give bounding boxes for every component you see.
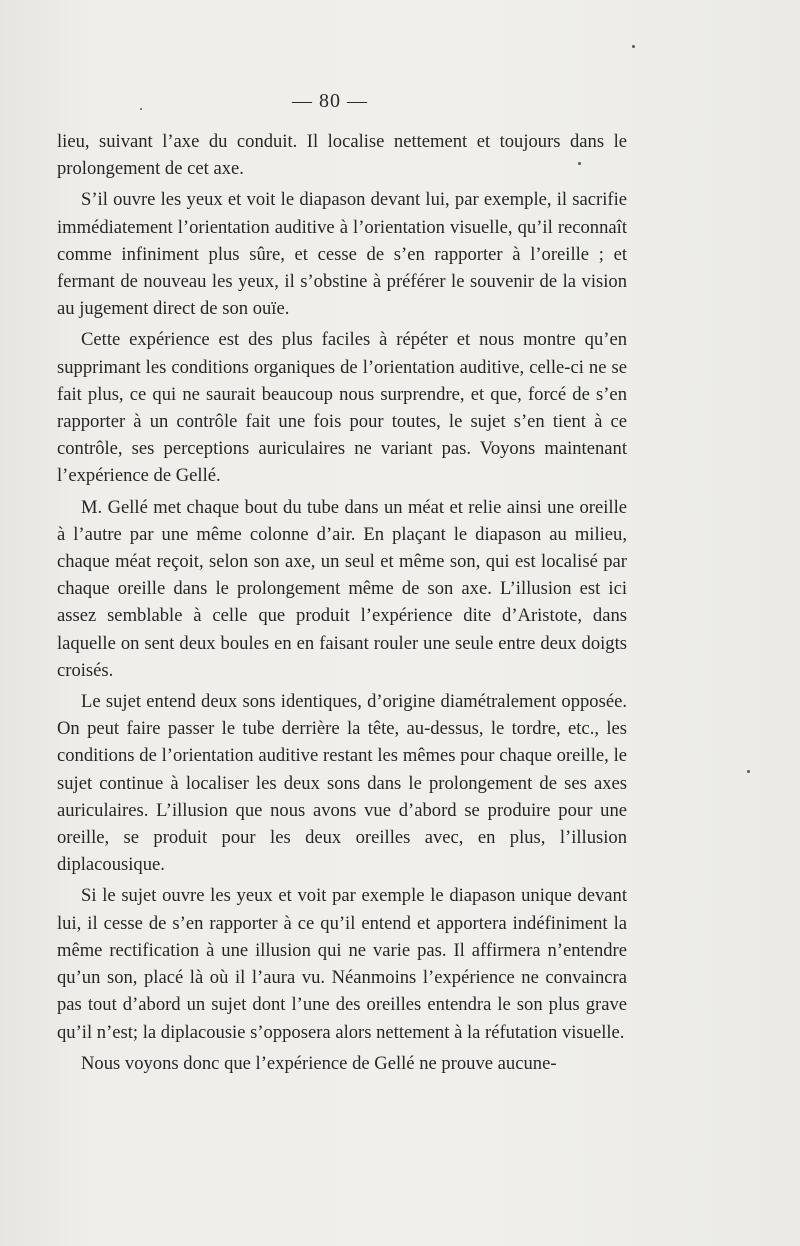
paragraph: Cette expérience est des plus faciles à répéter et nous montre qu’en supprimant les conditions organiques de l’orientation auditive, celle-ci ne se fait plus, ce qui ne saurait beaucoup nous surprendre, et que, forcé de s’en rapporter à un contrôle fait une fois pour toutes, le sujet s’en tient à ce contrôle, ses perceptions auriculaires ne variant pas. Voyons maintenant l’expérience de Gellé. <box>57 329 627 487</box>
paper-speck <box>140 108 142 110</box>
paragraph: S’il ouvre les yeux et voit le diapason devant lui, par exemple, il sacrifie immédiatement l’orientation auditive à l’orientation visuelle, qu’il reconnaît comme infiniment plus sûre, et cesse de s’en rapporter à l’oreille ; et fermant de nouveau les yeux, il s’obstine à préférer le souvenir de la vision au jugement direct de son ouïe. <box>57 189 627 320</box>
paper-speck <box>578 162 581 165</box>
paper-speck <box>632 45 635 48</box>
paragraph-last: Nous voyons donc que l’expérience de Gellé ne prouve aucune- <box>81 1052 557 1074</box>
paragraph: M. Gellé met chaque bout du tube dans un méat et relie ainsi une oreille à l’autre par une même colonne d’air. En plaçant le diapason au milieu, chaque méat reçoit, selon son axe, un seul et même son, qui est localisé par chaque oreille dans le prolongement même de son axe. L’illusion est ici assez semblable à celle que produit l’expérience dite d’Aristote, dans laquelle on sent deux boules en en faisant rouler une seule entre deux doigts croisés. <box>57 496 627 681</box>
paragraph-continuation: lieu, suivant l’axe du conduit. Il localise nettement et toujours dans le prolongement de cet axe. <box>57 131 627 180</box>
page-number: — 80 — <box>292 90 368 112</box>
paragraph: Si le sujet ouvre les yeux et voit par exemple le diapason unique devant lui, il cesse de s’en rapporter à ce qu’il entend et apportera indéfiniment la même rectification à une illusion qui ne varie pas. Il affirmera n’entendre qu’un son, placé là où il l’aura vu. Néanmoins l’expérience ne convaincra pas tout d’abord un sujet dont l’une des oreilles entendra le son plus grave qu’il n’est; la diplacousie s’opposera alors nettement à la réfutation visuelle. <box>57 885 627 1043</box>
paragraph: Le sujet entend deux sons identiques, d’origine diamétralement opposée. On peut faire passer le tube derrière la tête, au-dessus, le tordre, etc., les conditions de l’orientation auditive restant les mêmes pour chaque oreille, le sujet continue à localiser les deux sons dans le prolongement de ses axes auriculaires. L’illusion que nous avons vue d’abord se produire pour une oreille, se produit pour les deux oreilles avec, en plus, l’illusion diplacousique. <box>57 691 627 876</box>
paper-speck <box>747 770 750 773</box>
body-text <box>57 128 627 1077</box>
